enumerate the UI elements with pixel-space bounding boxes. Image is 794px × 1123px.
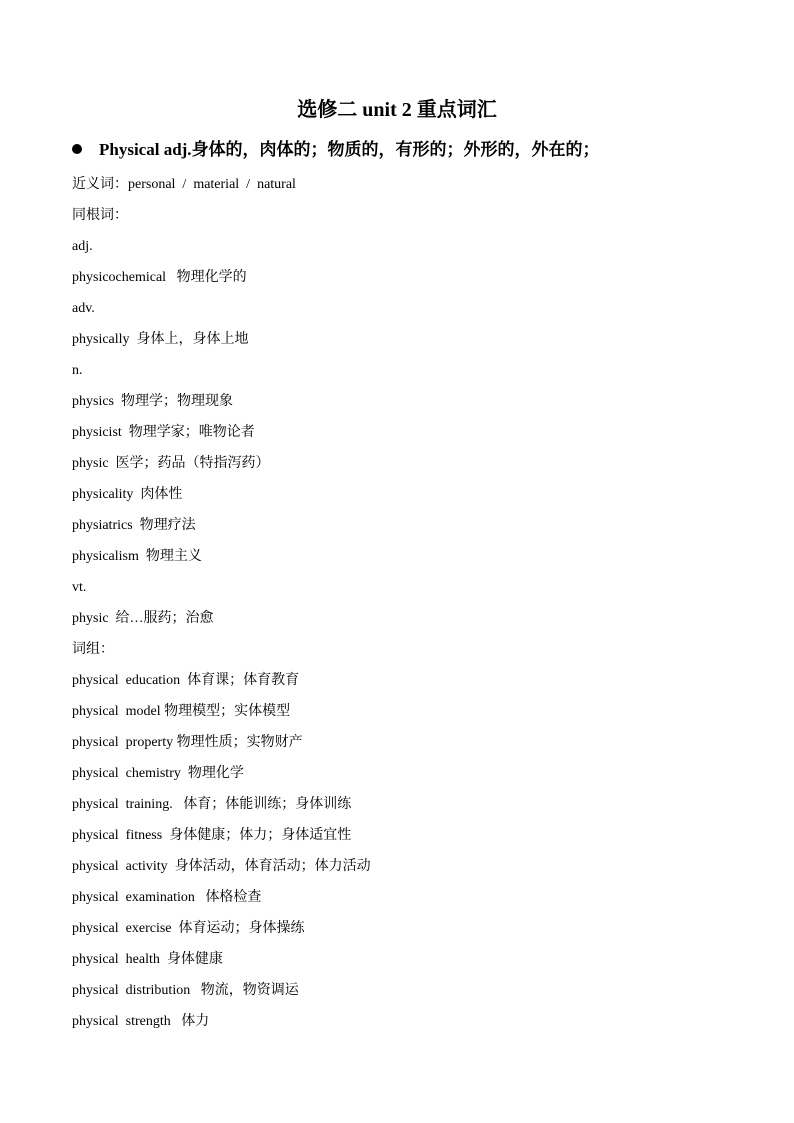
list-item: physics 物理学；物理现象 xyxy=(72,394,233,409)
list-item: physical model 物理模型；实体模型 xyxy=(72,704,291,719)
list-item: physical health 身体健康 xyxy=(72,952,223,967)
headword-definition: 身体的，肉体的；物质的，有形的；外形的，外在的； xyxy=(191,140,600,159)
list-item: physicochemical 物理化学的 xyxy=(72,270,247,285)
list-item: physical examination 体格检查 xyxy=(72,890,262,905)
list-item: physical fitness 身体健康；体力；身体适宜性 xyxy=(72,828,352,843)
list-item: physical training. 体育；体能训练；身体训练 xyxy=(72,797,352,812)
list-item: physicality 肉体性 xyxy=(72,487,183,502)
list-item: physicist 物理学家；唯物论者 xyxy=(72,425,255,440)
headword-entry xyxy=(72,137,772,163)
pos-label-n: n. xyxy=(72,363,83,378)
list-item: physical property 物理性质；实物财产 xyxy=(72,735,303,750)
list-item: physic 医学；药品（特指泻药） xyxy=(72,456,270,471)
list-item: physicalism 物理主义 xyxy=(72,549,202,564)
pos-label-adj: adj. xyxy=(72,239,93,254)
list-item: physical education 体育课；体育教育 xyxy=(72,673,300,688)
list-item: physical activity 身体活动，体育活动；体力活动 xyxy=(72,859,371,874)
list-item: physical chemistry 物理化学 xyxy=(72,766,244,781)
synonyms-line: 近义词：personal / material / natural xyxy=(72,177,296,192)
list-item: physical strength 体力 xyxy=(72,1014,210,1029)
page-title: 选修二 unit 2 重点词汇 xyxy=(297,99,497,121)
list-item: physic 给…服药；治愈 xyxy=(72,611,214,626)
vocabulary-list xyxy=(72,171,772,1039)
section-label-phrases: 词组： xyxy=(72,642,114,657)
bullet-icon xyxy=(72,144,82,154)
list-item: physical distribution 物流，物资调运 xyxy=(72,983,299,998)
pos-label-vt: vt. xyxy=(72,580,87,595)
section-label-cognates: 同根词： xyxy=(72,208,128,223)
list-item: physiatrics 物理疗法 xyxy=(72,518,196,533)
pos-label-adv: adv. xyxy=(72,301,95,316)
list-item: physically 身体上，身体上地 xyxy=(72,332,249,347)
headword: Physical adj. xyxy=(99,140,192,159)
list-item: physical exercise 体育运动；身体操练 xyxy=(72,921,305,936)
